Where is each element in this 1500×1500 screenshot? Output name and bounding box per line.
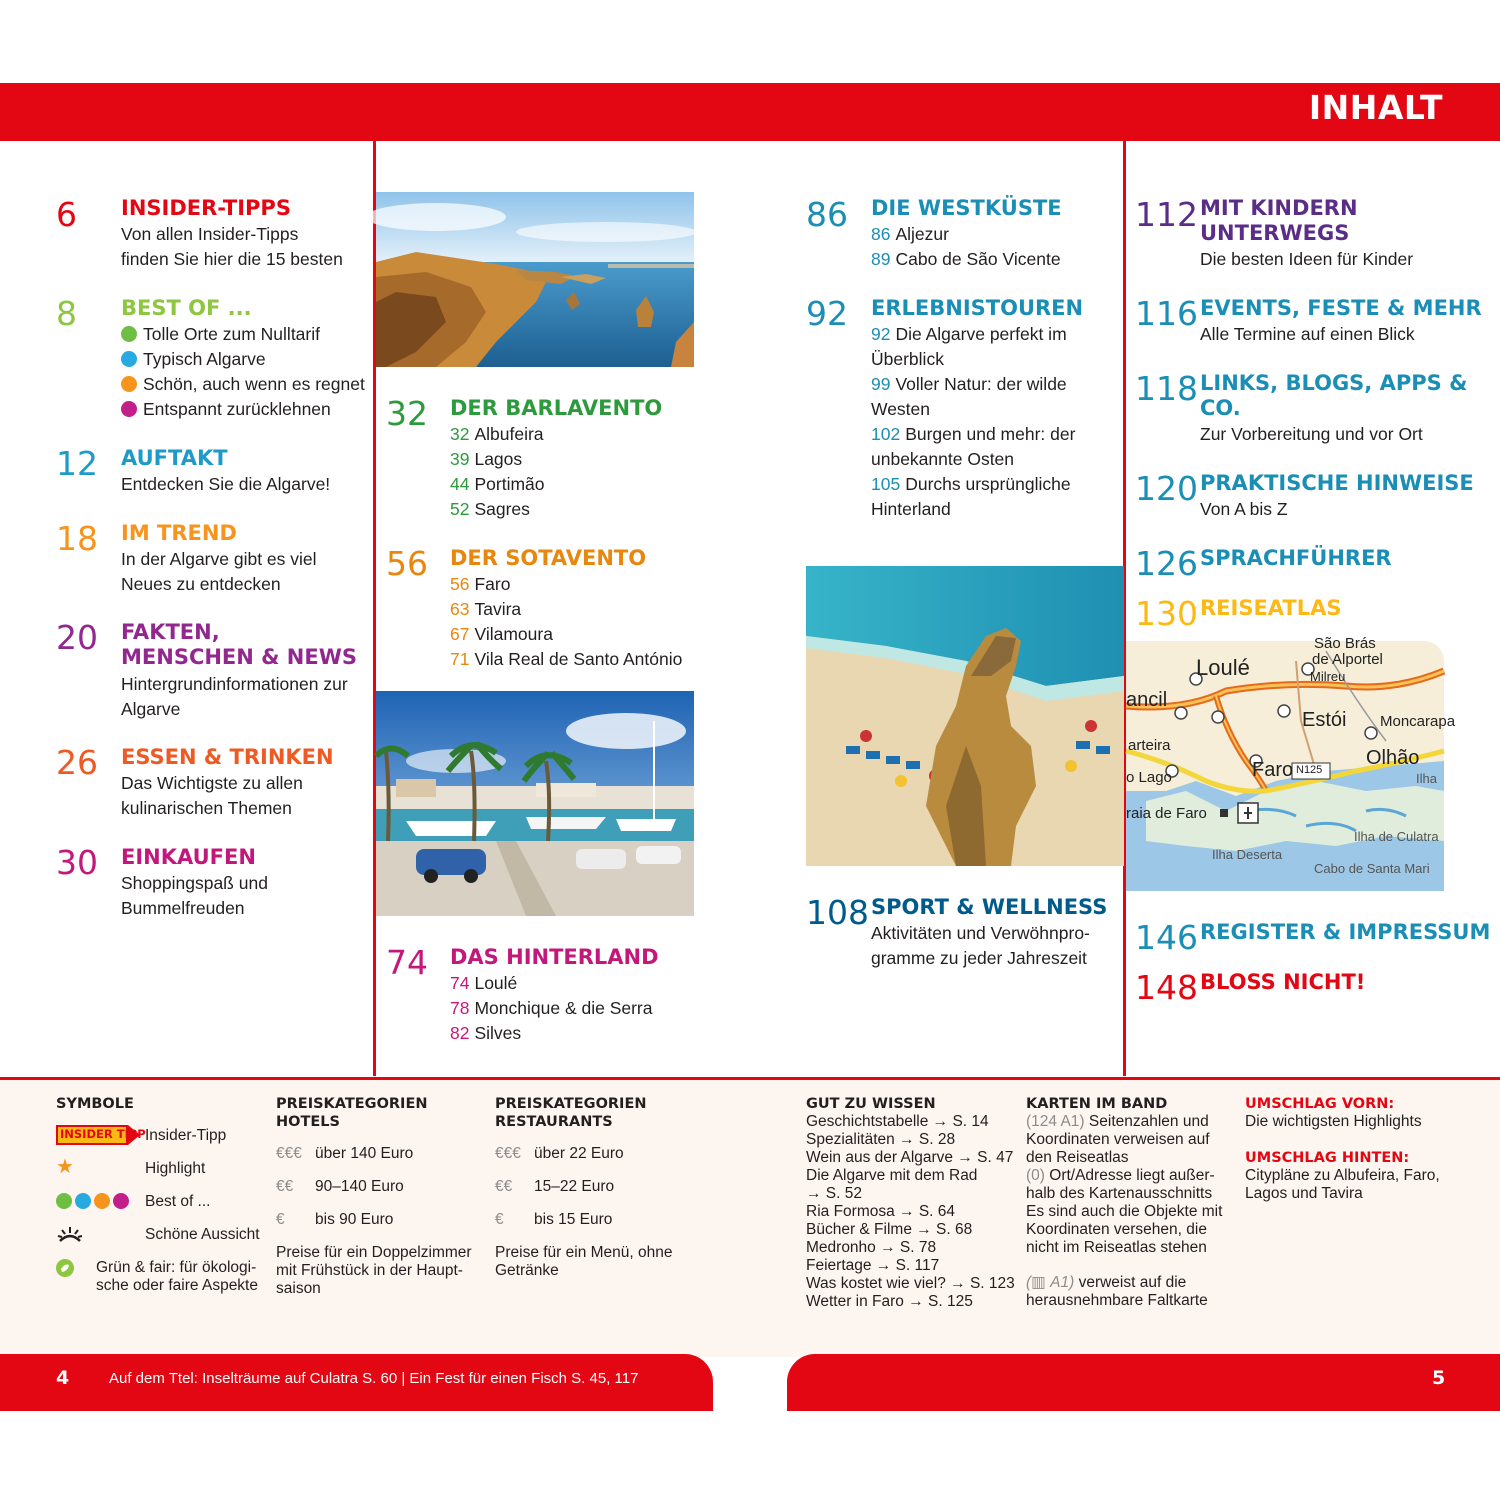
toc-heading[interactable]: SPRACHFÜHRER	[1200, 546, 1392, 570]
gut-zu-wissen-item[interactable]: Die Algarve mit dem Rad	[806, 1167, 978, 1184]
toc-heading[interactable]: BLOSS NICHT!	[1200, 970, 1366, 994]
umschlag-hinten-title: UMSCHLAG HINTEN:	[1245, 1150, 1410, 1166]
toc-heading[interactable]: LINKS, BLOGS, APPS &	[1200, 371, 1468, 395]
best-of-item: Typisch Algarve	[121, 347, 266, 372]
karten-title: KARTEN IM BAND	[1026, 1096, 1168, 1112]
symbol-label: Grün & fair: für ökologi-	[96, 1259, 257, 1276]
umschlag-vorn-title: UMSCHLAG VORN:	[1245, 1096, 1395, 1112]
toc-entry: 71 Vila Real de Santo António	[450, 649, 683, 669]
price-range: 15–22 Euro	[534, 1178, 615, 1195]
restaurants-title: RESTAURANTS	[495, 1114, 613, 1130]
symbol-label: Schöne Aussicht	[145, 1226, 260, 1243]
toc-entry: 74 Loulé	[450, 973, 518, 993]
toc-subtext: Hintergrundinformationen zur	[121, 674, 348, 694]
gut-zu-wissen-item[interactable]: → S. 52	[806, 1185, 862, 1202]
toc-entry: 105 Durchs ursprüngliche	[871, 474, 1071, 494]
insider-tipp-badge: INSIDER TIPP	[56, 1125, 140, 1145]
beach-rock-photo	[806, 566, 1124, 866]
map-label: raia de Faro	[1126, 805, 1207, 822]
map-label: Milreu	[1310, 669, 1346, 684]
toc-heading[interactable]: UNTERWEGS	[1200, 221, 1350, 245]
map-label: Ilha	[1416, 771, 1437, 786]
price-range: über 140 Euro	[315, 1145, 414, 1162]
toc-subtext: Die besten Ideen für Kinder	[1200, 249, 1414, 269]
karten-line: herausnehmbare Faltkarte	[1026, 1292, 1208, 1309]
restaurants-note: Getränke	[495, 1262, 559, 1279]
price-range: über 22 Euro	[534, 1145, 624, 1162]
toc-heading[interactable]: EVENTS, FESTE & MEHR	[1200, 296, 1482, 320]
map-label: São Brás	[1314, 635, 1376, 652]
highlight-star-icon: ★	[56, 1156, 74, 1178]
gut-zu-wissen-item[interactable]: Bücher & Filme → S. 68	[806, 1221, 973, 1238]
toc-entry: 99 Voller Natur: der wilde	[871, 374, 1067, 394]
toc-subtext: Zur Vorbereitung und vor Ort	[1200, 424, 1423, 444]
toc-entry: 39 Lagos	[450, 449, 523, 469]
toc-heading[interactable]: DIE WESTKÜSTE	[871, 196, 1062, 220]
toc-page-number: 20	[56, 618, 98, 657]
toc-heading[interactable]: REISEATLAS	[1200, 596, 1342, 620]
map-label: Ilha de Culatra	[1354, 829, 1439, 844]
map-label: Loulé	[1196, 655, 1250, 680]
umschlag-hinten-text: Lagos und Tavira	[1245, 1185, 1363, 1202]
best-of-item: Entspannt zurücklehnen	[121, 397, 331, 422]
toc-heading[interactable]: INSIDER-TIPPS	[121, 196, 291, 220]
toc-entry: 44 Portimão	[450, 474, 545, 494]
toc-page-number: 74	[386, 943, 428, 982]
toc-heading[interactable]: REGISTER & IMPRESSUM	[1200, 920, 1491, 944]
toc-entry: 78 Monchique & die Serra	[450, 998, 653, 1018]
toc-page-number: 56	[386, 544, 428, 583]
toc-entry: Hinterland	[871, 499, 951, 519]
green-dot-icon	[121, 326, 137, 342]
toc-heading[interactable]: PRAKTISCHE HINWEISE	[1200, 471, 1474, 495]
price-symbol: €	[276, 1211, 285, 1228]
map-label: o Lago	[1126, 769, 1172, 786]
best-of-item: Schön, auch wenn es regnet	[121, 372, 365, 397]
umschlag-vorn-text: Die wichtigsten Highlights	[1245, 1113, 1422, 1130]
hotels-note: saison	[276, 1280, 321, 1297]
karten-line: den Reiseatlas	[1026, 1149, 1129, 1166]
toc-subtext: Algarve	[121, 699, 181, 719]
toc-entry: 56 Faro	[450, 574, 511, 594]
map-label: arteira	[1128, 737, 1171, 754]
coastal-cliffs-photo	[376, 192, 694, 367]
toc-subtext: Entdecken Sie die Algarve!	[121, 474, 331, 494]
toc-entry: 102 Burgen und mehr: der	[871, 424, 1076, 444]
toc-subtext: Shoppingspaß und	[121, 873, 268, 893]
toc-subtext: Neues zu entdecken	[121, 574, 281, 594]
toc-heading[interactable]: EINKAUFEN	[121, 845, 256, 869]
toc-page-number: 18	[56, 519, 98, 558]
price-range: bis 90 Euro	[315, 1211, 394, 1228]
toc-heading[interactable]: MIT KINDERN	[1200, 196, 1358, 220]
gut-zu-wissen-item[interactable]: Ria Formosa → S. 64	[806, 1203, 956, 1220]
toc-page-number: 130	[1135, 594, 1198, 633]
cover-caption: Auf dem Ttel: Inselträume auf Culatra S. 60 | Ein Fest für einen Fisch S. 45, 117	[109, 1370, 639, 1387]
gut-zu-wissen-item[interactable]: Feiertage → S. 117	[806, 1257, 940, 1274]
toc-page-number: 146	[1135, 918, 1198, 957]
toc-heading[interactable]: DAS HINTERLAND	[450, 945, 659, 969]
reiseatlas-map	[1126, 635, 1456, 891]
toc-heading[interactable]: SPORT & WELLNESS	[871, 895, 1108, 919]
map-label: N125	[1296, 764, 1323, 776]
best-of-dots-icon	[56, 1193, 129, 1212]
hotels-title: HOTELS	[276, 1114, 340, 1130]
toc-entry: 67 Vilamoura	[450, 624, 553, 644]
footer-right-tab	[787, 1354, 1500, 1411]
toc-page-number: 148	[1135, 968, 1198, 1007]
symbol-label: Highlight	[145, 1160, 206, 1177]
map-label: Cabo de Santa Mari	[1314, 861, 1430, 876]
scenic-view-icon	[56, 1225, 84, 1248]
karten-line: (124 A1) Seitenzahlen und	[1026, 1113, 1209, 1130]
gut-zu-wissen-item[interactable]: Medronho → S. 78	[806, 1239, 937, 1256]
toc-subtext: In der Algarve gibt es viel	[121, 549, 317, 569]
map-label: Faro	[1252, 759, 1294, 781]
symbol-label: sche oder faire Aspekte	[96, 1277, 258, 1294]
toc-heading[interactable]: AUFTAKT	[121, 446, 228, 470]
map-label: de Alportel	[1312, 651, 1383, 668]
page-number-right: 5	[1432, 1367, 1446, 1389]
toc-subtext: finden Sie hier die 15 besten	[121, 249, 343, 269]
map-label: Ilha Deserta	[1212, 847, 1283, 862]
page-title: INHALT	[1308, 88, 1443, 127]
toc-subtext: gramme zu jeder Jahreszeit	[871, 948, 1087, 968]
symbol-label: Best of ...	[145, 1193, 211, 1210]
toc-heading[interactable]: DER BARLAVENTO	[450, 396, 663, 420]
toc-page-number: 120	[1135, 469, 1198, 508]
toc-page-number: 116	[1135, 294, 1198, 333]
toc-heading[interactable]: CO.	[1200, 396, 1241, 420]
orange-dot-icon	[121, 376, 137, 392]
toc-subtext: Von allen Insider-Tipps	[121, 224, 299, 244]
toc-entry: 82 Silves	[450, 1023, 522, 1043]
hotels-note: Preise für ein Doppelzimmer	[276, 1244, 472, 1261]
symbol-label: Insider-Tipp	[145, 1127, 227, 1144]
price-range: bis 15 Euro	[534, 1211, 613, 1228]
karten-line: Es sind auch die Objekte mit	[1026, 1203, 1223, 1220]
toc-entry: 52 Sagres	[450, 499, 530, 519]
gut-zu-wissen-item[interactable]: Was kostet wie viel? → S. 123	[806, 1275, 1015, 1292]
toc-entry: 63 Tavira	[450, 599, 522, 619]
toc-heading[interactable]: ESSEN & TRINKEN	[121, 745, 334, 769]
gut-zu-wissen-title: GUT ZU WISSEN	[806, 1096, 936, 1112]
toc-page-number: 30	[56, 843, 98, 882]
toc-heading[interactable]: ERLEBNISTOUREN	[871, 296, 1084, 320]
toc-subtext: kulinarischen Themen	[121, 798, 292, 818]
restaurants-note: Preise für ein Menü, ohne	[495, 1244, 673, 1261]
folding-map-icon: ▥	[1031, 1274, 1046, 1291]
toc-page-number: 32	[386, 394, 428, 433]
price-range: 90–140 Euro	[315, 1178, 404, 1195]
toc-heading[interactable]: IM TREND	[121, 521, 237, 545]
toc-entry: 86 Aljezur	[871, 224, 949, 244]
karten-line: (0) Ort/Adresse liegt außer-	[1026, 1167, 1215, 1184]
toc-page-number: 6	[56, 195, 77, 234]
karten-line: halb des Kartenausschnitts	[1026, 1185, 1213, 1202]
gut-zu-wissen-item[interactable]: Spezialitäten → S. 28	[806, 1131, 956, 1148]
toc-subtext: Das Wichtigste zu allen	[121, 773, 303, 793]
gut-zu-wissen-item[interactable]: Wein aus der Algarve → S. 47	[806, 1149, 1014, 1166]
toc-entry: 32 Albufeira	[450, 424, 544, 444]
toc-heading[interactable]: FAKTEN,	[121, 620, 220, 644]
toc-entry: Überblick	[871, 349, 944, 369]
toc-subtext: Bummelfreuden	[121, 898, 245, 918]
gut-zu-wissen-item[interactable]: Geschichtstabelle → S. 14	[806, 1113, 989, 1130]
marina-photo	[376, 691, 694, 916]
page-number-left: 4	[56, 1367, 70, 1389]
umschlag-hinten-text: Citypläne zu Albufeira, Faro,	[1245, 1167, 1440, 1184]
toc-entry: 89 Cabo de São Vicente	[871, 249, 1061, 269]
toc-subtext: Aktivitäten und Verwöhnpro-	[871, 923, 1090, 943]
toc-heading[interactable]: MENSCHEN & NEWS	[121, 645, 357, 669]
price-symbol: €€€	[276, 1145, 302, 1162]
toc-subtext: Von A bis Z	[1200, 499, 1288, 519]
karten-line: Koordinaten versehen, die	[1026, 1221, 1207, 1238]
green-fair-icon	[56, 1259, 74, 1277]
best-of-item: Tolle Orte zum Nulltarif	[121, 322, 320, 347]
toc-heading[interactable]: BEST OF ...	[121, 296, 252, 320]
blue-dot-icon	[121, 351, 137, 367]
toc-page-number: 8	[56, 294, 77, 333]
karten-line: nicht im Reiseatlas stehen	[1026, 1239, 1207, 1256]
restaurants-title: PREISKATEGORIEN	[495, 1096, 647, 1112]
toc-page-number: 26	[56, 743, 98, 782]
toc-page-number: 112	[1135, 195, 1198, 234]
price-symbol: €€	[495, 1178, 513, 1195]
toc-heading[interactable]: DER SOTAVENTO	[450, 546, 647, 570]
map-label: Olhão	[1366, 747, 1420, 769]
pink-dot-icon	[121, 401, 137, 417]
toc-page-number: 12	[56, 444, 98, 483]
map-label: Estói	[1302, 709, 1347, 731]
toc-entry: Westen	[871, 399, 931, 419]
toc-page-number: 108	[806, 893, 869, 932]
gut-zu-wissen-item[interactable]: Wetter in Faro → S. 125	[806, 1293, 973, 1310]
map-label: Moncarapa	[1380, 713, 1456, 730]
price-symbol: €€€	[495, 1145, 521, 1162]
toc-page-number: 86	[806, 195, 848, 234]
price-symbol: €	[495, 1211, 504, 1228]
toc-page-number: 126	[1135, 544, 1198, 583]
symbole-title: SYMBOLE	[56, 1096, 134, 1112]
karten-line: Koordinaten verweisen auf	[1026, 1131, 1210, 1148]
toc-entry: unbekannte Osten	[871, 449, 1015, 469]
karten-line: (▥ A1) verweist auf die	[1026, 1274, 1187, 1291]
price-symbol: €€	[276, 1178, 294, 1195]
toc-page-number: 92	[806, 294, 848, 333]
header-bar	[0, 83, 1500, 141]
hotels-title: PREISKATEGORIEN	[276, 1096, 428, 1112]
map-label: ancil	[1126, 689, 1168, 711]
hotels-note: mit Frühstück in der Haupt-	[276, 1262, 463, 1279]
toc-entry: 92 Die Algarve perfekt im	[871, 324, 1067, 344]
toc-page-number: 118	[1135, 369, 1198, 408]
toc-subtext: Alle Termine auf einen Blick	[1200, 324, 1415, 344]
